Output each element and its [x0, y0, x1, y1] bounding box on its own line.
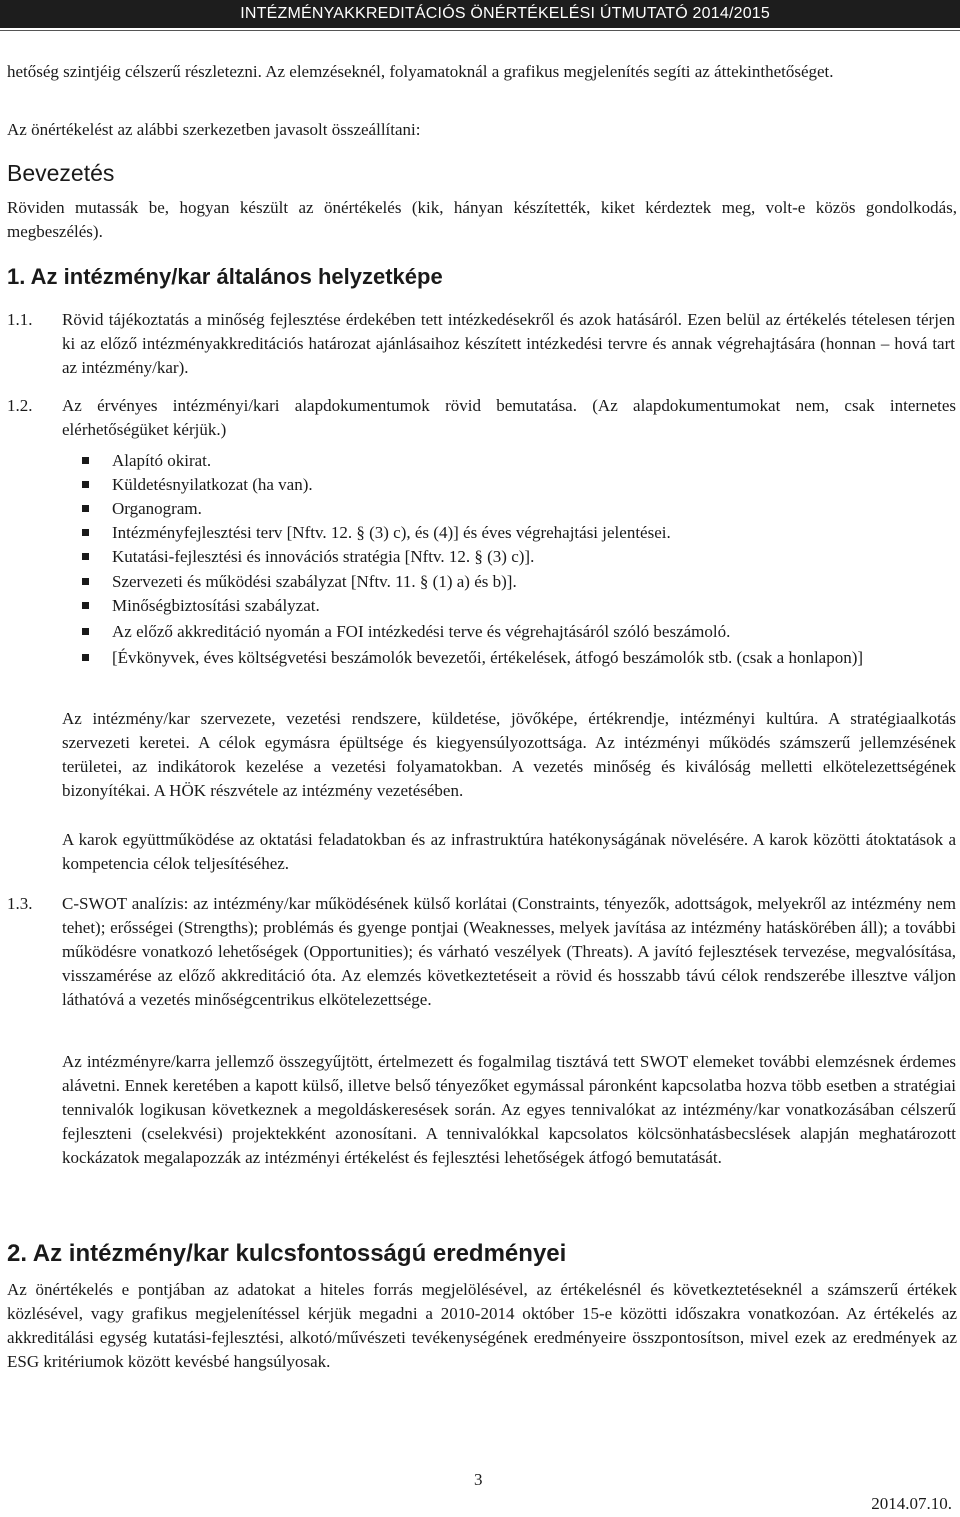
bullet-square-icon — [82, 553, 89, 560]
section-1-2-paragraph-2: A karok együttműködése az oktatási feladatokban és az infrastruktúra hatékonyságának növelésére. A karok közötti átoktatások a kompetencia célok teljesítéséhez. — [62, 830, 956, 873]
section-1-3-number: 1.3. — [7, 894, 33, 913]
footer-date: 2014.07.10. — [871, 1494, 952, 1513]
bullet-square-icon — [82, 578, 89, 585]
section-1-1-text: Rövid tájékoztatás a minőség fejlesztése érdekében tett intézkedésekről és azok hatásáról. Ezen belül az értékelés tételesen térjen ki az előző intézményakkreditációs határozat ajánlásaihoz készített intézkedési tervre és annak végrehajtására (honnan – hová tart az intézmény/kar). — [62, 310, 955, 377]
bullet-square-icon — [82, 628, 89, 635]
list-item: Minőségbiztosítási szabályzat. — [84, 594, 958, 618]
intro-paragraph: hetőség szintjéig célszerű részletezni. Az elemzéseknél, folyamatoknál a grafikus megjelenítés segíti az áttekinthetőséget. — [7, 62, 834, 81]
section-1-2-number: 1.2. — [7, 396, 33, 415]
header-rule — [0, 30, 960, 31]
section-1-3-paragraph-2: Az intézményre/karra jellemző összegyűjtött, értelmezett és fogalmilag tisztává tett SWOT elemeket további elemzésnek érdemes alávetni. Ennek keretében a kapott külső, illetve belső tényezőket egymással páronként kapcsolatba hozva több esetben a stratégiai tennivalók logikusan következnek a megoldáskeresések során. Az egyes tennivalókat az intézmény/kar vonatkozásában célszerű fejleszteni (cselekvési) projektekként azonosítani. A tennivalókkal kapcsolatos kölcsönhatásbecslések alapján meghatározott kockázatok megalapozzák az intézményi értékelést és fejlesztési lehetőségek átfogó bemutatását. — [62, 1052, 956, 1167]
bevezetes-text: Röviden mutassák be, hogyan készült az önértékelés (kik, hányan készítették, kiket kérdeztek meg, volt-e közös gondolkodás, megbeszélés). — [7, 198, 957, 241]
bullet-square-icon — [82, 602, 89, 609]
section-1-3-text: C-SWOT analízis: az intézmény/kar működésének külső korlátai (Constraints, tényezők, adottságok, melyekről az intézmény nem tehet); erősségei (Strengths); problémás és gyenge pontjai (Weaknesses, melyek javítása az intézmény hatáskörében áll); a további működésre vonatkozó lehetőségek (Opportunities); és várható veszélyek (Threats). A javító fejlesztések tervezése, megvalósítása, visszamérése az előző akkreditáció óta. Az elemzés következtetéseit a rövid és hosszabb távú célok rendszerébe illesztve váljon láthatóvá a vezetés minőségcentrikus elkötelezettsége. — [62, 894, 956, 1009]
list-item: Az előző akkreditáció nyomán a FOI intézkedési terve és végrehajtásáról szóló beszámoló. — [84, 620, 958, 644]
bullet-square-icon — [82, 457, 89, 464]
running-header — [0, 0, 960, 28]
list-item: Intézményfejlesztési terv [Nftv. 12. § (3) c), és (4)] és éves végrehajtási jelentései. — [84, 521, 958, 545]
list-item: Küldetésnyilatkozat (ha van). — [84, 473, 958, 497]
list-item: Organogram. — [84, 497, 958, 521]
bullet-square-icon — [82, 481, 89, 488]
list-item: Kutatási-fejlesztési és innovációs stratégia [Nftv. 12. § (3) c)]. — [84, 545, 958, 569]
section-1-1-number: 1.1. — [7, 310, 33, 329]
section-2-heading: 2. Az intézmény/kar kulcsfontosságú eredményei — [7, 1240, 567, 1267]
bullet-square-icon — [82, 505, 89, 512]
list-item: Szervezeti és működési szabályzat [Nftv. 11. § (1) a) és b)]. — [84, 570, 958, 594]
header-title: INTÉZMÉNYAKKREDITÁCIÓS ÖNÉRTÉKELÉSI ÚTMUTATÓ 2014/2015 — [240, 5, 770, 22]
page-number: 3 — [474, 1470, 483, 1489]
list-item: [Évkönyvek, éves költségvetési beszámolók bevezetői, értékelések, átfogó beszámolók stb. (csak a honlapon)] — [84, 646, 958, 670]
section-1-heading: 1. Az intézmény/kar általános helyzetképe — [7, 264, 443, 289]
section-1-2-text: Az érvényes intézményi/kari alapdokumentumok rövid bemutatása. (Az alapdokumentumokat nem, csak internetes elérhetőségüket kérjük.) — [62, 396, 956, 439]
bevezetes-heading: Bevezetés — [7, 160, 115, 186]
bullet-square-icon — [82, 654, 89, 661]
bullet-square-icon — [82, 529, 89, 536]
section-2-text: Az önértékelés e pontjában az adatokat a hiteles forrás megjelölésével, az értékelésnél és következtetéseknél a számszerű értékek közlésével, vagy grafikus megjelenítéssel kérjük megadni a 2010-2014 október 15-e közötti időszakra vonatkozóan. Az értékelés az akkreditálási egység kutatási-fejlesztési, alkotó/művészeti tevékenységének eredményeire összpontosítson, mivel ezek az eredmények az ESG kritériumok között kevésbé hangsúlyosak. — [7, 1280, 957, 1371]
list-item: Alapító okirat. — [84, 449, 958, 473]
section-1-2-paragraph-1: Az intézmény/kar szervezete, vezetési rendszere, küldetése, jövőképe, értékrendje, intézményi kultúra. A stratégiaalkotás szervezeti keretei. A célok egymásra épültsége és kiegyensúlyozottsága. Az intézményi működés számszerű jellemzésének területei, az indikátorok kezelése a vezetési folyamatokban. A vezetés minőség és kiválóság melletti elkötelezettségének bizonyítékai. A HÖK részvétele az intézmény vezetésében. — [62, 709, 956, 800]
structure-intro: Az önértékelést az alábbi szerkezetben javasolt összeállítani: — [7, 120, 421, 139]
